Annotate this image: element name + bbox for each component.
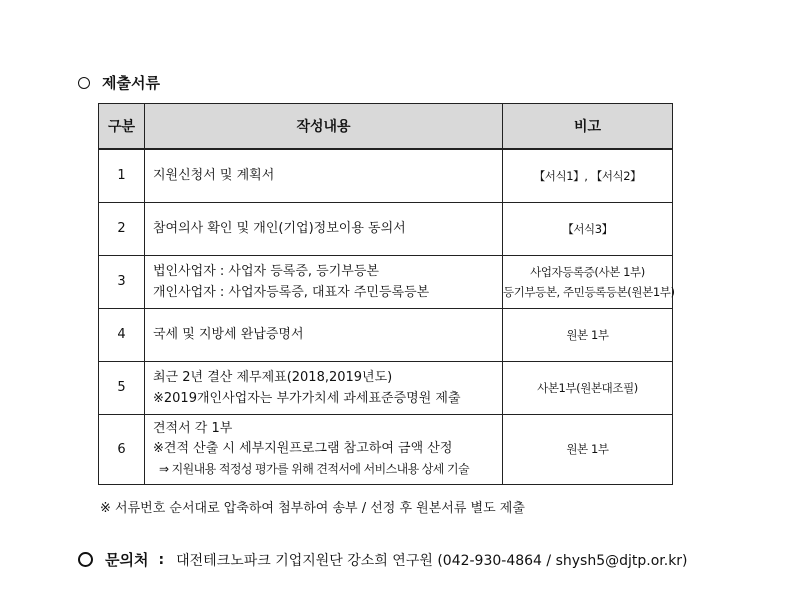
table-row	[99, 255, 673, 308]
row-number: 3	[99, 255, 145, 308]
table-row	[99, 202, 673, 255]
remarks-line: 【서식1】, 【서식2】	[533, 168, 642, 183]
row-remarks	[503, 308, 673, 361]
content-line: ※2019개인사업자는 부가가치세 과세표준증명원 제출	[153, 390, 461, 406]
row-number: 1	[99, 149, 145, 202]
remarks-line: 원본 1부	[566, 327, 609, 342]
row-number: 6	[99, 414, 145, 484]
circle-bullet-icon	[78, 77, 90, 89]
content-line: 최근 2년 결산 제무제표(2018,2019년도)	[153, 369, 393, 385]
header-category: 구분	[99, 104, 145, 150]
content-line: 법인사업자 : 사업자 등록증, 등기부등본	[153, 263, 379, 279]
content-line: 견적서 각 1부	[153, 421, 233, 436]
remarks-line: 사업자등록증(사본 1부)	[530, 264, 645, 279]
table-row	[99, 361, 673, 414]
header-content: 작성내용	[145, 104, 503, 150]
table-row	[99, 149, 673, 202]
row-number: 2	[99, 202, 145, 255]
row-content	[145, 361, 503, 414]
circle-bullet-icon	[78, 552, 93, 567]
contact-separator: :	[158, 551, 165, 568]
content-line: 국세 및 지방세 완납증명서	[153, 327, 304, 342]
content-line: 참여의사 확인 및 개인(기업)정보이용 동의서	[153, 221, 406, 236]
content-line: ⇒ 지원내용 적정성 평가를 위해 견적서에 서비스내용 상세 기술	[159, 462, 469, 476]
row-remarks	[503, 202, 673, 255]
remarks-line: 사본1부(원본대조필)	[537, 380, 638, 395]
header-remarks: 비고	[503, 104, 673, 150]
section-title-text: 제출서류	[102, 74, 160, 92]
contact-line	[78, 549, 688, 570]
documents-table	[98, 103, 673, 485]
table-header-row	[99, 104, 673, 150]
row-remarks	[503, 361, 673, 414]
content-line: 지원신청서 및 계획서	[153, 168, 275, 184]
row-content	[145, 414, 503, 484]
row-number: 4	[99, 308, 145, 361]
contact-text: 대전테크노파크 기업지원단 강소희 연구원 (042-930-4864 / shysh5@djtp.or.kr)	[176, 552, 688, 569]
table-row	[99, 308, 673, 361]
row-remarks	[503, 149, 673, 202]
contact-label: 문의처	[105, 551, 149, 569]
content-line: 개인사업자 : 사업자등록증, 대표자 주민등록등본	[153, 284, 430, 300]
row-content	[145, 149, 503, 202]
footnote: ※ 서류번호 순서대로 압축하여 첨부하여 송부 / 선정 후 원본서류 별도 제출	[100, 501, 525, 516]
section-title	[78, 72, 160, 93]
remarks-line: 등기부등본, 주민등록등본(원본1부)	[503, 284, 675, 299]
row-remarks	[503, 414, 673, 484]
row-content	[145, 202, 503, 255]
row-remarks	[503, 255, 673, 308]
row-content	[145, 308, 503, 361]
row-number: 5	[99, 361, 145, 414]
row-content	[145, 255, 503, 308]
table-row	[99, 414, 673, 484]
remarks-line: 【서식3】	[562, 221, 613, 236]
remarks-line: 원본 1부	[566, 442, 609, 456]
content-line: ※견적 산출 시 세부지원프로그램 참고하여 금액 산정	[153, 441, 453, 456]
